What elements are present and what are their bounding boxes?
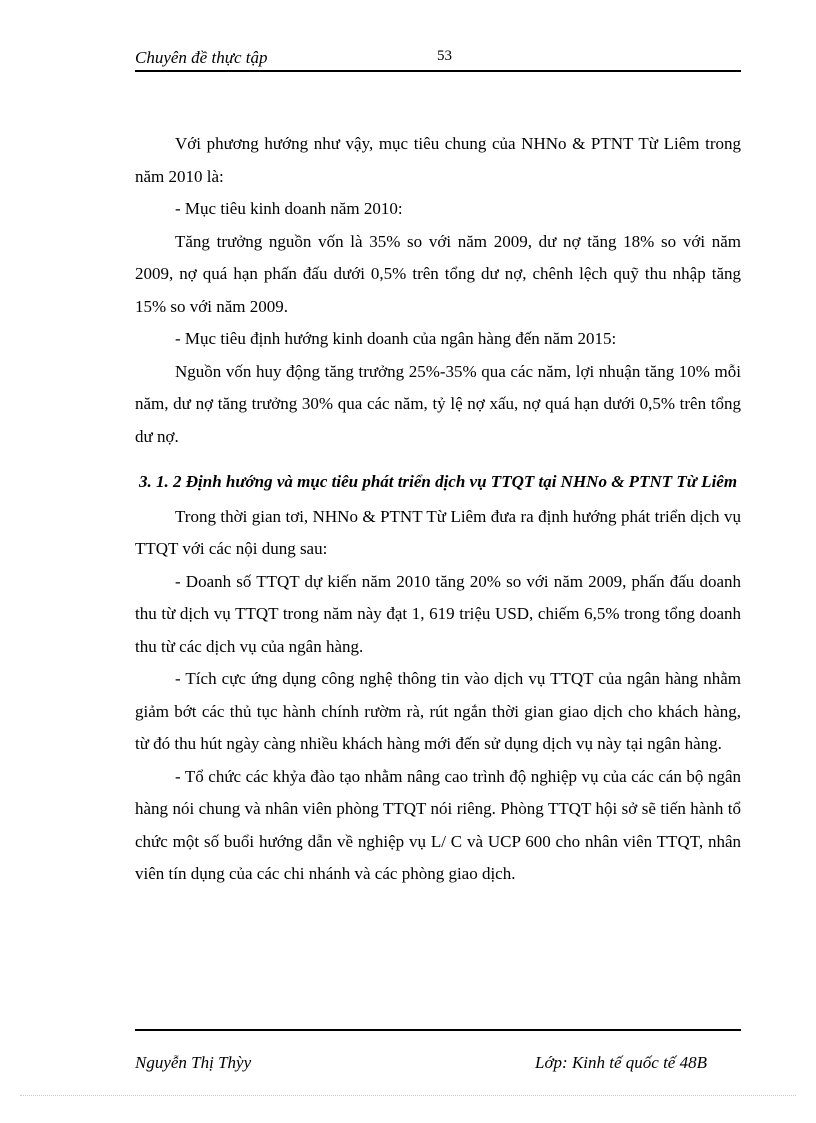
page-header: [135, 46, 741, 72]
footer-divider: [135, 1029, 741, 1031]
paragraph: Tăng trưởng nguồn vốn là 35% so với năm 2009, dư nợ tăng 18% so với năm 2009, nợ quá hạn phấn đấu dưới 0,5% trên tổng dư nợ, chênh lệch quỹ thu nhập tăng 15% so với năm 2009.: [135, 231, 741, 316]
paragraph: - Doanh số TTQT dự kiến năm 2010 tăng 20% so với năm 2009, phấn đấu doanh thu từ dịch vụ TTQT trong năm này đạt 1, 619 triệu USD, chiếm 6,5% trong tổng doanh thu từ các dịch vụ của ngân hàng.: [135, 571, 741, 656]
paragraph: - Mục tiêu định hướng kinh doanh của ngân hàng đến năm 2015:: [175, 329, 617, 348]
document-body: [135, 128, 741, 891]
footer-class: Lớp: Kinh tế quốc tế 48B: [535, 1053, 707, 1072]
page-number: 53: [437, 48, 452, 64]
footer-author: Nguyễn Thị Thỳy: [135, 1053, 252, 1072]
section-heading: 3. 1. 2 Định hướng và mục tiêu phát triển dịch vụ TTQT tại NHNo & PTNT Từ Liêm: [139, 472, 738, 491]
paragraph: Nguồn vốn huy động tăng trưởng 25%-35% qua các năm, lợi nhuận tăng 10% mỗi năm, dư nợ tăng trưởng 30% qua các năm, tỷ lệ nợ xấu, nợ quá hạn dưới 0,5% trên tổng dư nợ.: [135, 361, 741, 446]
paragraph: Với phương hướng như vậy, mục tiêu chung của NHNo & PTNT Từ Liêm trong năm 2010 là:: [135, 134, 741, 186]
paragraph: - Tích cực ứng dụng công nghệ thông tin vào dịch vụ TTQT của ngân hàng nhằm giảm bớt các thủ tục hành chính rườm rà, rút ngắn thời gian giao dịch cho khách hàng, từ đó thu hút ngày càng nhiều khách hàng mới đến sử dụng dịch vụ này tại ngân hàng.: [135, 669, 741, 753]
page-edge-dotted-line: [20, 1095, 796, 1096]
paragraph: - Mục tiêu kinh doanh năm 2010:: [175, 199, 403, 218]
paragraph: Trong thời gian tơi, NHNo & PTNT Từ Liêm đưa ra định hướng phát triển dịch vụ TTQT với các nội dung sau:: [135, 506, 741, 558]
document-title: Chuyên đề thực tập: [135, 48, 268, 67]
paragraph: - Tổ chức các khỷa đào tạo nhằm nâng cao trình độ nghiệp vụ của các cán bộ ngân hàng nói chung và nhân viên phòng TTQT nói riêng. Phòng TTQT hội sở sẽ tiến hành tổ chức một số buổi hướng dẫn về nghiệp vụ L/ C và UCP 600 cho nhân viên TTQT, nhân viên tín dụng của các chi nhánh và các phòng giao dịch.: [135, 766, 741, 883]
